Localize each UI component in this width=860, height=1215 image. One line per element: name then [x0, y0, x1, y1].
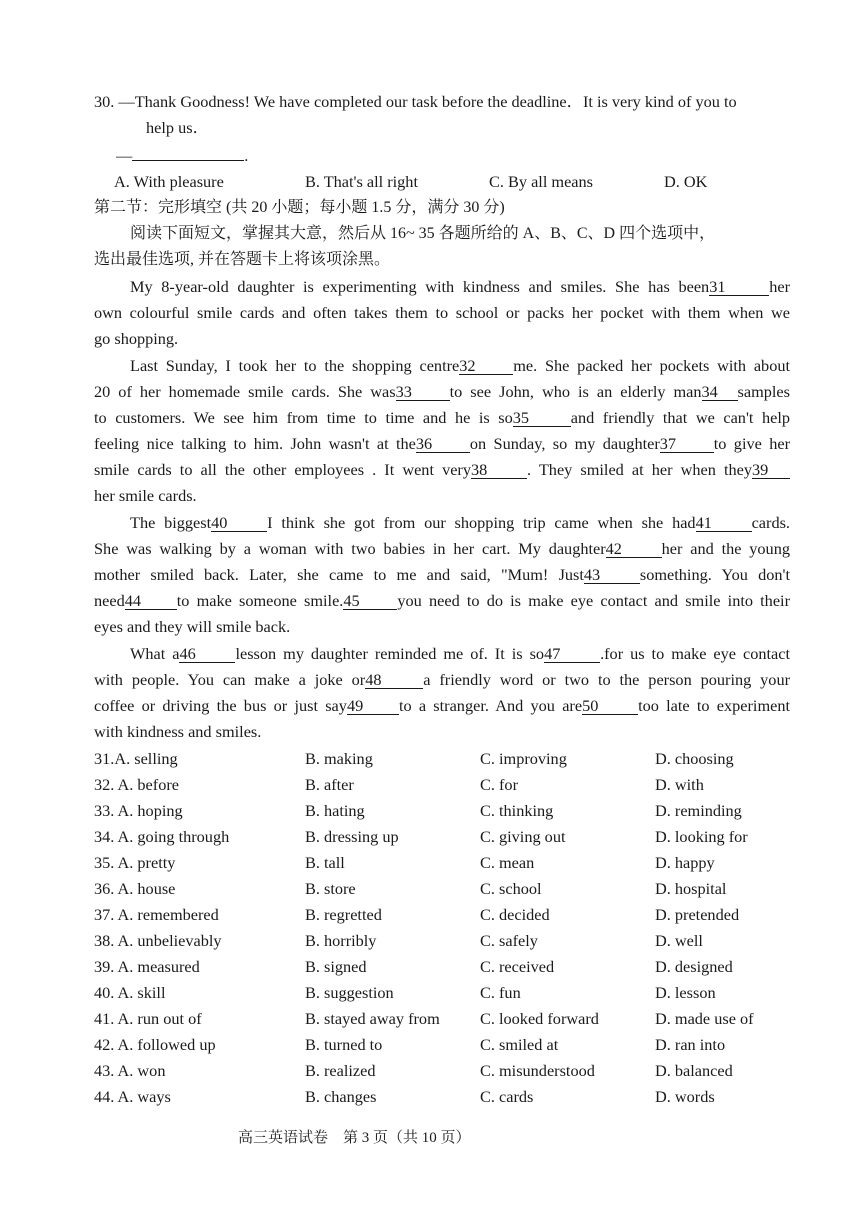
option-row	[94, 1061, 814, 1083]
option-a: 36. A. house	[94, 879, 176, 898]
blank-46: 46	[179, 645, 235, 663]
option-row	[94, 1087, 814, 1109]
blank-48: 48	[365, 671, 423, 689]
passage-p3-line1: The biggest40 I think she got from our shopping trip came when she had41 cards.	[130, 513, 790, 532]
blank-37: 37	[660, 435, 714, 453]
passage-p3-line2: She was walking by a woman with two babies in her cart. My daughter42 her and the young	[94, 539, 790, 558]
option-c: C. safely	[480, 931, 538, 950]
option-a: 33. A. hoping	[94, 801, 183, 820]
option-a: 31.A. selling	[94, 749, 178, 768]
option-row	[94, 1009, 814, 1031]
q30-options	[94, 172, 814, 194]
blank-35: 35	[513, 409, 571, 427]
option-d: D. ran into	[655, 1035, 726, 1054]
option-c: C. thinking	[480, 801, 554, 820]
option-a: 37. A. remembered	[94, 905, 219, 924]
option-c: C. looked forward	[480, 1009, 599, 1028]
option-a: 41. A. run out of	[94, 1009, 202, 1028]
blank-31: 31	[709, 278, 769, 296]
blank-33: 33	[396, 383, 450, 401]
option-c: C. improving	[480, 749, 567, 768]
option-d: D. happy	[655, 853, 715, 872]
option-a: 32. A. before	[94, 775, 179, 794]
option-row	[94, 931, 814, 953]
option-row	[94, 879, 814, 901]
q30-option-c: C. By all means	[489, 172, 594, 191]
blank-34: 34	[702, 383, 738, 401]
option-c: C. fun	[480, 983, 521, 1002]
option-row	[94, 957, 814, 979]
option-b: B. stayed away from	[305, 1009, 440, 1028]
q30-option-a: A. With pleasure	[114, 172, 224, 191]
option-b: B. dressing up	[305, 827, 399, 846]
q30-stem-line2: help us．	[146, 118, 209, 137]
option-d: D. looking for	[655, 827, 748, 846]
option-a: 44. A. ways	[94, 1087, 171, 1106]
option-c: C. misunderstood	[480, 1061, 595, 1080]
option-a: 39. A. measured	[94, 957, 200, 976]
blank-38: 38	[471, 461, 527, 479]
option-d: D. reminding	[655, 801, 742, 820]
blank-40: 40	[211, 514, 267, 532]
blank-39: 39	[752, 461, 790, 479]
option-c: C. giving out	[480, 827, 566, 846]
q30-answer-blank	[132, 146, 244, 161]
option-row	[94, 1035, 814, 1057]
option-c: C. school	[480, 879, 542, 898]
option-a: 43. A. won	[94, 1061, 166, 1080]
section-heading: 第二节：完形填空 (共 20 小题；每小题 1.5 分，满分 30 分)	[94, 199, 505, 216]
option-row	[94, 749, 814, 771]
blank-42: 42	[606, 540, 662, 558]
passage-p1-line2: own colourful smile cards and often takes them to school or packs her pocket with them when we	[94, 303, 790, 322]
option-b: B. after	[305, 775, 354, 794]
option-b: B. hating	[305, 801, 365, 820]
option-c: C. for	[480, 775, 518, 794]
passage-p4-line3: coffee or driving the bus or just say49 to a stranger. And you are50 too late to experiment	[94, 696, 790, 715]
option-d: D. designed	[655, 957, 733, 976]
option-row	[94, 775, 814, 797]
blank-32: 32	[459, 357, 513, 375]
option-d: D. well	[655, 931, 703, 950]
q30-stem-line1: 30. —Thank Goodness! We have completed our task before the deadline．It is very kind of you to	[94, 92, 737, 111]
option-b: B. making	[305, 749, 373, 768]
section-instruction-2: 选出最佳选项, 并在答题卡上将该项涂黑。	[94, 251, 391, 268]
option-d: D. lesson	[655, 983, 716, 1002]
option-a: 38. A. unbelievably	[94, 931, 222, 950]
option-d: D. words	[655, 1087, 715, 1106]
option-c: C. decided	[480, 905, 550, 924]
option-d: D. balanced	[655, 1061, 733, 1080]
option-c: C. cards	[480, 1087, 534, 1106]
option-c: C. received	[480, 957, 555, 976]
passage-p4-line1: What a46 lesson my daughter reminded me of. It is so47 .for us to make eye contact	[130, 644, 791, 663]
option-b: B. tall	[305, 853, 345, 872]
option-row	[94, 983, 814, 1005]
blank-44: 44	[125, 592, 177, 610]
passage-p1-line3: go shopping.	[94, 329, 179, 348]
passage-p2-line1: Last Sunday, I took her to the shopping centre32 me. She packed her pockets with about	[130, 356, 791, 375]
option-d: D. with	[655, 775, 704, 794]
option-d: D. made use of	[655, 1009, 754, 1028]
passage-p2-line6: her smile cards.	[94, 486, 197, 505]
passage-p1-line1: My 8-year-old daughter is experimenting with kindness and smiles. She has been31 her	[130, 277, 790, 296]
option-b: B. horribly	[305, 931, 377, 950]
blank-49: 49	[347, 697, 399, 715]
option-d: D. pretended	[655, 905, 740, 924]
option-row	[94, 827, 814, 849]
q30-option-b: B. That's all right	[305, 172, 418, 191]
passage-p2-line4: feeling nice talking to him. John wasn't at the36 on Sunday, so my daughter37 to give her	[94, 434, 790, 453]
option-d: D. hospital	[655, 879, 727, 898]
page-number: 高三英语试卷 第 3 页（共 10 页）	[238, 1130, 471, 1146]
passage-p2-line2: 20 of her homemade smile cards. She was33 to see John, who is an elderly man34 samples	[94, 382, 790, 401]
passage-p3-line5: eyes and they will smile back.	[94, 617, 291, 636]
option-b: B. turned to	[305, 1035, 383, 1054]
q30-reply-dash: —	[116, 146, 133, 165]
option-b: B. store	[305, 879, 356, 898]
blank-47: 47	[544, 645, 600, 663]
blank-50: 50	[582, 697, 638, 715]
q30-reply-blank	[116, 146, 812, 166]
option-c: C. mean	[480, 853, 535, 872]
blank-43: 43	[584, 566, 640, 584]
passage-p3-line3: mother smiled back. Later, she came to me and said, "Mum! Just43 something. You don't	[94, 565, 790, 584]
passage-p4-line4: with kindness and smiles.	[94, 722, 262, 741]
option-b: B. changes	[305, 1087, 377, 1106]
option-b: B. suggestion	[305, 983, 394, 1002]
passage-p4-line2: with people. You can make a joke or48 a friendly word or two to the person pouring your	[94, 670, 791, 689]
section-instruction-1: 阅读下面短文，掌握其大意，然后从 16~ 35 各题所给的 A、B、C、D 四个选项中，	[130, 225, 716, 242]
option-b: B. signed	[305, 957, 367, 976]
q30-option-d: D. OK	[664, 172, 708, 191]
blank-36: 36	[416, 435, 470, 453]
option-b: B. realized	[305, 1061, 376, 1080]
blank-41: 41	[696, 514, 752, 532]
option-c: C. smiled at	[480, 1035, 559, 1054]
option-a: 42. A. followed up	[94, 1035, 216, 1054]
option-d: D. choosing	[655, 749, 734, 768]
q30-reply-end: .	[244, 146, 249, 165]
option-a: 34. A. going through	[94, 827, 230, 846]
passage-p2-line3: to customers. We see him from time to time and he is so35 and friendly that we can't help	[94, 408, 790, 427]
option-a: 35. A. pretty	[94, 853, 176, 872]
option-row	[94, 853, 814, 875]
option-row	[94, 801, 814, 823]
option-a: 40. A. skill	[94, 983, 166, 1002]
blank-45: 45	[343, 592, 397, 610]
option-row	[94, 905, 814, 927]
option-b: B. regretted	[305, 905, 382, 924]
passage-p2-line5: smile cards to all the other employees . It went very38 . They smiled at her when they39	[94, 460, 790, 480]
passage-p3-line4: need44 to make someone smile.45 you need to do is make eye contact and smile into their	[94, 591, 790, 610]
